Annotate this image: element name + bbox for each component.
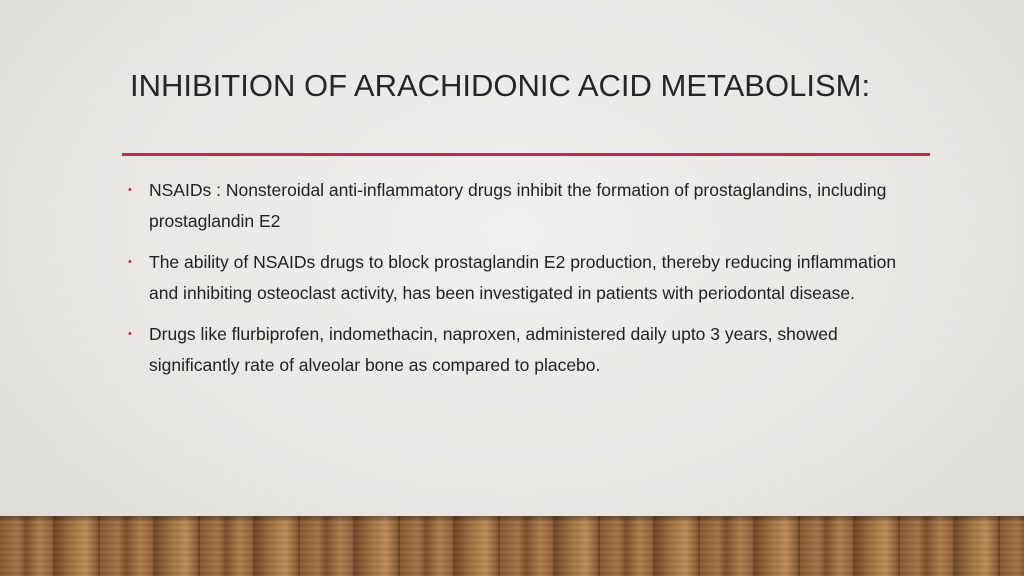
- bullet-dot-icon: •: [128, 184, 132, 196]
- bullet-item-drugs: [128, 319, 918, 381]
- wood-grain-overlay: [0, 516, 1024, 576]
- bullet-list: [128, 175, 918, 391]
- bullet-text: NSAIDs : Nonsteroidal anti-inflammatory drugs inhibit the formation of prostaglandins, including prostaglandin E2: [149, 180, 887, 231]
- bullet-dot-icon: •: [128, 256, 132, 268]
- bullet-text: Drugs like flurbiprofen, indomethacin, naproxen, administered daily upto 3 years, showed significantly rate of alveolar bone as compared to placebo.: [149, 324, 838, 375]
- bullet-dot-icon: •: [128, 328, 132, 340]
- bullet-item-nsaids: [128, 175, 918, 237]
- bullet-text: The ability of NSAIDs drugs to block prostaglandin E2 production, thereby reducing inflammation and inhibiting osteoclast activity, has been investigated in patients with periodontal disease.: [149, 252, 897, 303]
- bullet-item-ability: [128, 247, 918, 309]
- title-divider: [122, 153, 930, 156]
- slide-title: INHIBITION OF ARACHIDONIC ACID METABOLISM:: [130, 68, 871, 103]
